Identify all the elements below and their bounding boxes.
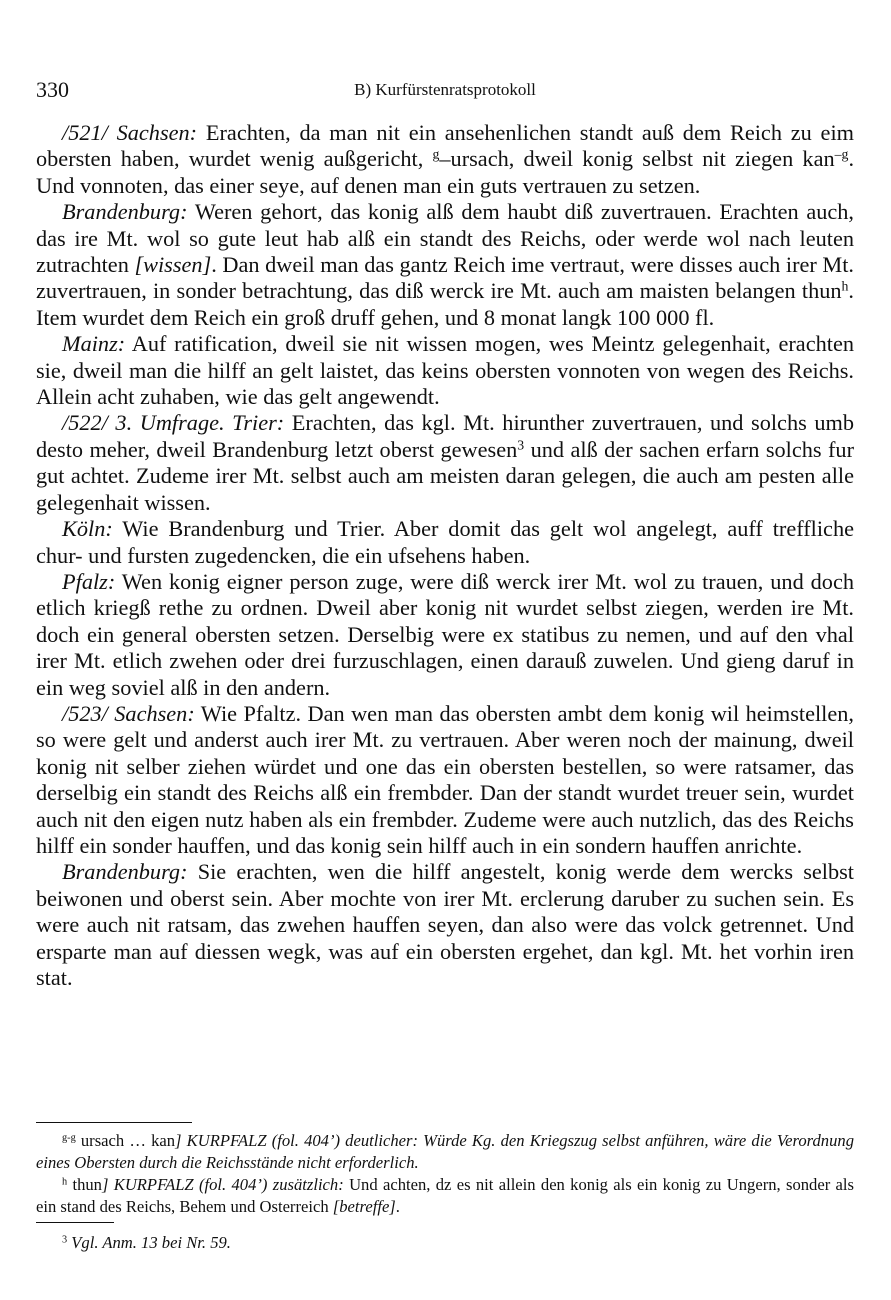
paragraph-brandenburg-1: Brandenburg: Weren gehort, das konig alß dem haubt diß zuvertrauen. Erachten auch, das ire Mt. wol so gute leut hab alß ein standt des Reichs, oder werde wol nach leuten zutrachten [wissen]. Dan dweil man das gantz Reich ime vertraut, were disses auch irer Mt. zuvertrauen, in sonder betrachtung, das diß werck ire Mt. auch am maisten belangen thun$^h$. Item wurdet dem Reich ein groß druff gehen, und 8 monat langk 100 000 fl.	[36, 199, 855, 330]
speaker-label: Mainz:	[62, 331, 126, 357]
paragraph-brandenburg-2: Brandenburg: Sie erachten, wen die hilff angestelt, konig werde dem wercks selbst beiwonen und oberst sein. Aber mochte von irer Mt. erclerung daruber zu suchen sein. Es were auch nit ratsam, das zwehen hauffen seyen, dan also were das volck getrennet. Und ersparte man auf diessen wegk, was auf ein obersten ergehet, dan kgl. Mt. het vorhin iren stat.	[36, 859, 854, 990]
apparatus-note-h: $^h$ thun] KURPFALZ (fol. 404’) zusätzlich: Und achten, dz es nit allein den konig als ein konig zu Ungern, sonder als ein stand des Reichs, Behem und Osterreich [betreffe].	[36, 1175, 854, 1216]
critical-apparatus	[36, 1130, 854, 1218]
apparatus-marker: g-g	[62, 1132, 76, 1144]
footnote-divider	[36, 1222, 114, 1223]
paragraph-sachsen-521: /521/ Sachsen: Erachten, da man nit ein ansehenlichen standt auß dem Reich zu eim obersten haben, wurdet wenig außgericht, $^g$–ursach, dweil konig selbst nit ziegen kan$^{-g}$. Und vonnoten, das einer seye, auf denen man ein guts vertrauen zu setzen.	[36, 120, 855, 198]
running-title: B) Kurfürstenratsprotokoll	[354, 80, 536, 99]
editorial-insert: [wissen]	[134, 252, 212, 278]
protocol-text	[36, 120, 854, 991]
paragraph-mainz: Mainz: Auf ratification, dweil sie nit wissen mogen, wes Meintz gelegenhait, erachten sie, dweil man die hilff an gelt laistet, das keins obersten vonnoten von wegen des Reichs. Allein acht zuhaben, wie das gelt angewendt.	[36, 331, 854, 410]
apparatus-marker: h	[841, 278, 849, 294]
paragraph-pfalz: Pfalz: Wen konig eigner person zuge, were diß werck irer Mt. wol zu trauen, und doch etlich kriegß rethe zu ordnen. Dweil aber konig nit wurdet selbst ziegen, werden ire Mt. doch ein general obersten setzen. Derselbig were ex statibus zu nemen, und auf den vhal irer Mt. etlich zwehen oder drei furzuschlagen, einen darauß zuwelen. Und gieng daruf in ein weg soviel alß in den andern.	[36, 568, 854, 700]
apparatus-marker: g	[432, 146, 440, 162]
footnote-3: $^3$ Vgl. Anm. 13 bei Nr. 59.	[62, 1233, 231, 1252]
apparatus-marker: –g	[834, 146, 849, 162]
speaker-label: Brandenburg:	[62, 199, 188, 225]
page-number: 330	[36, 77, 69, 102]
footnote-marker: 3	[517, 437, 525, 453]
speaker-label: Pfalz:	[62, 568, 116, 594]
apparatus-note-g: $^{g-g}$ ursach … kan] KURPFALZ (fol. 404’) deutlicher: Würde Kg. den Kriegszug selbst anführen, wäre die Verordnung eines Obersten durch die Reichsstände nicht erforderlich.	[36, 1131, 854, 1172]
paragraph-sachsen-523: /523/ Sachsen: Wie Pfaltz. Dan wen man das obersten ambt dem konig wil heimstellen, so were gelt und anderst auch irer Mt. zu vertrauen. Aber weren noch der mainung, dweil konig nit selber ziehen würdet und one das ein obersten bestellen, so were ratsamer, das derselbig ein standt des Reichs alß ein frembder. Dan der standt wurdet treuer sein, wurdet auch nit den eigen nutz haben als ein frembder. Zudeme were auch nutzlich, das des Reichs hilff ein sonder hauffen, und das konig sein hilff auch in ein sondern hauffen anrichte.	[36, 700, 854, 858]
apparatus-divider	[36, 1122, 192, 1123]
paragraph-trier-522: /522/ 3. Umfrage. Trier: Erachten, das kgl. Mt. hirunther zuvertrauen, und solchs umb desto meher, dweil Brandenburg letzt oberst gewesen$^3$ und alß der sachen erfarn solchs fur gut achtet. Zudeme irer Mt. selbst auch am meisten daran gelegen, die auch am pesten alle gelegenhait wissen.	[36, 410, 855, 515]
footnote-marker: 3	[62, 1234, 68, 1246]
speaker-label: /523/ Sachsen:	[62, 700, 195, 726]
apparatus-marker: h	[62, 1176, 68, 1188]
speaker-label: /522/ 3. Umfrage. Trier:	[62, 410, 285, 436]
paragraph-koeln: Köln: Wie Brandenburg und Trier. Aber domit das gelt wol angelegt, auff treffliche chur- und fursten zugedencken, die ein ufsehens haben.	[36, 516, 854, 568]
speaker-label: Köln:	[62, 516, 113, 542]
page-header	[36, 77, 854, 107]
footnotes	[36, 1232, 854, 1254]
speaker-label: /521/ Sachsen:	[62, 120, 198, 145]
speaker-label: Brandenburg:	[62, 859, 188, 885]
